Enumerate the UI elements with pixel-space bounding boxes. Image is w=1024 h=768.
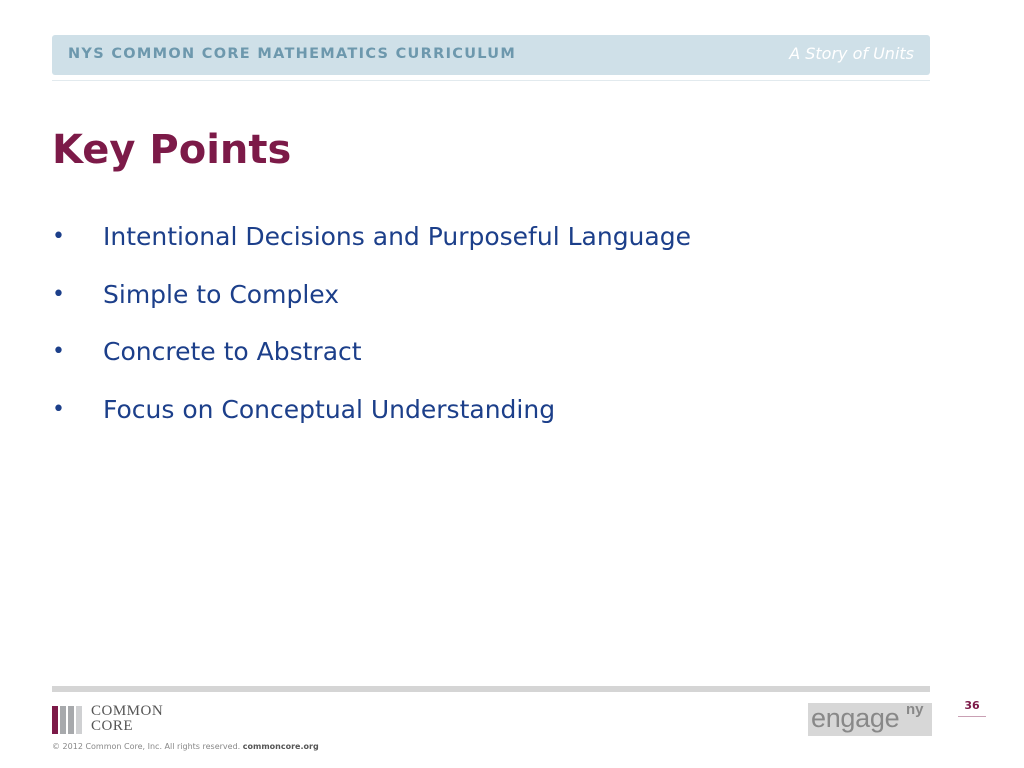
logo-bar bbox=[52, 706, 58, 734]
engage-ny-logo bbox=[808, 703, 932, 736]
slide-title: Key Points bbox=[52, 127, 292, 173]
logo-bar bbox=[60, 706, 66, 734]
bullet-text: Concrete to Abstract bbox=[103, 337, 362, 366]
common-core-logo bbox=[52, 704, 192, 736]
header-divider bbox=[52, 80, 930, 81]
common-core-wordmark bbox=[91, 704, 163, 734]
bullet-text: Intentional Decisions and Purposeful Language bbox=[103, 222, 691, 251]
copyright-notice bbox=[52, 742, 319, 751]
engage-wordmark: engage bbox=[811, 703, 900, 733]
curriculum-subtitle: A Story of Units bbox=[789, 44, 914, 63]
bullet-icon: • bbox=[52, 281, 65, 307]
page-number: 36 bbox=[964, 699, 980, 712]
common-core-line1: COMMON bbox=[91, 703, 164, 719]
common-core-bars-icon bbox=[52, 706, 86, 734]
page-number-underline bbox=[958, 716, 986, 717]
header-bar bbox=[52, 35, 930, 75]
copyright-link[interactable]: commoncore.org bbox=[242, 742, 319, 751]
bullet-icon: • bbox=[52, 339, 65, 364]
logo-bar bbox=[68, 706, 74, 734]
logo-bar bbox=[76, 706, 82, 734]
copyright-text: © 2012 Common Core, Inc. All rights reserved. bbox=[52, 742, 241, 751]
curriculum-title: NYS COMMON CORE MATHEMATICS CURRICULUM bbox=[68, 46, 517, 62]
bullet-icon: • bbox=[52, 224, 65, 249]
bullet-icon: • bbox=[52, 396, 65, 422]
common-core-line2: CORE bbox=[91, 718, 134, 734]
footer-divider bbox=[52, 686, 930, 692]
engage-ny-superscript: ny bbox=[906, 701, 924, 718]
bullet-text: Focus on Conceptual Understanding bbox=[103, 394, 556, 424]
bullet-text: Simple to Complex bbox=[103, 279, 340, 309]
